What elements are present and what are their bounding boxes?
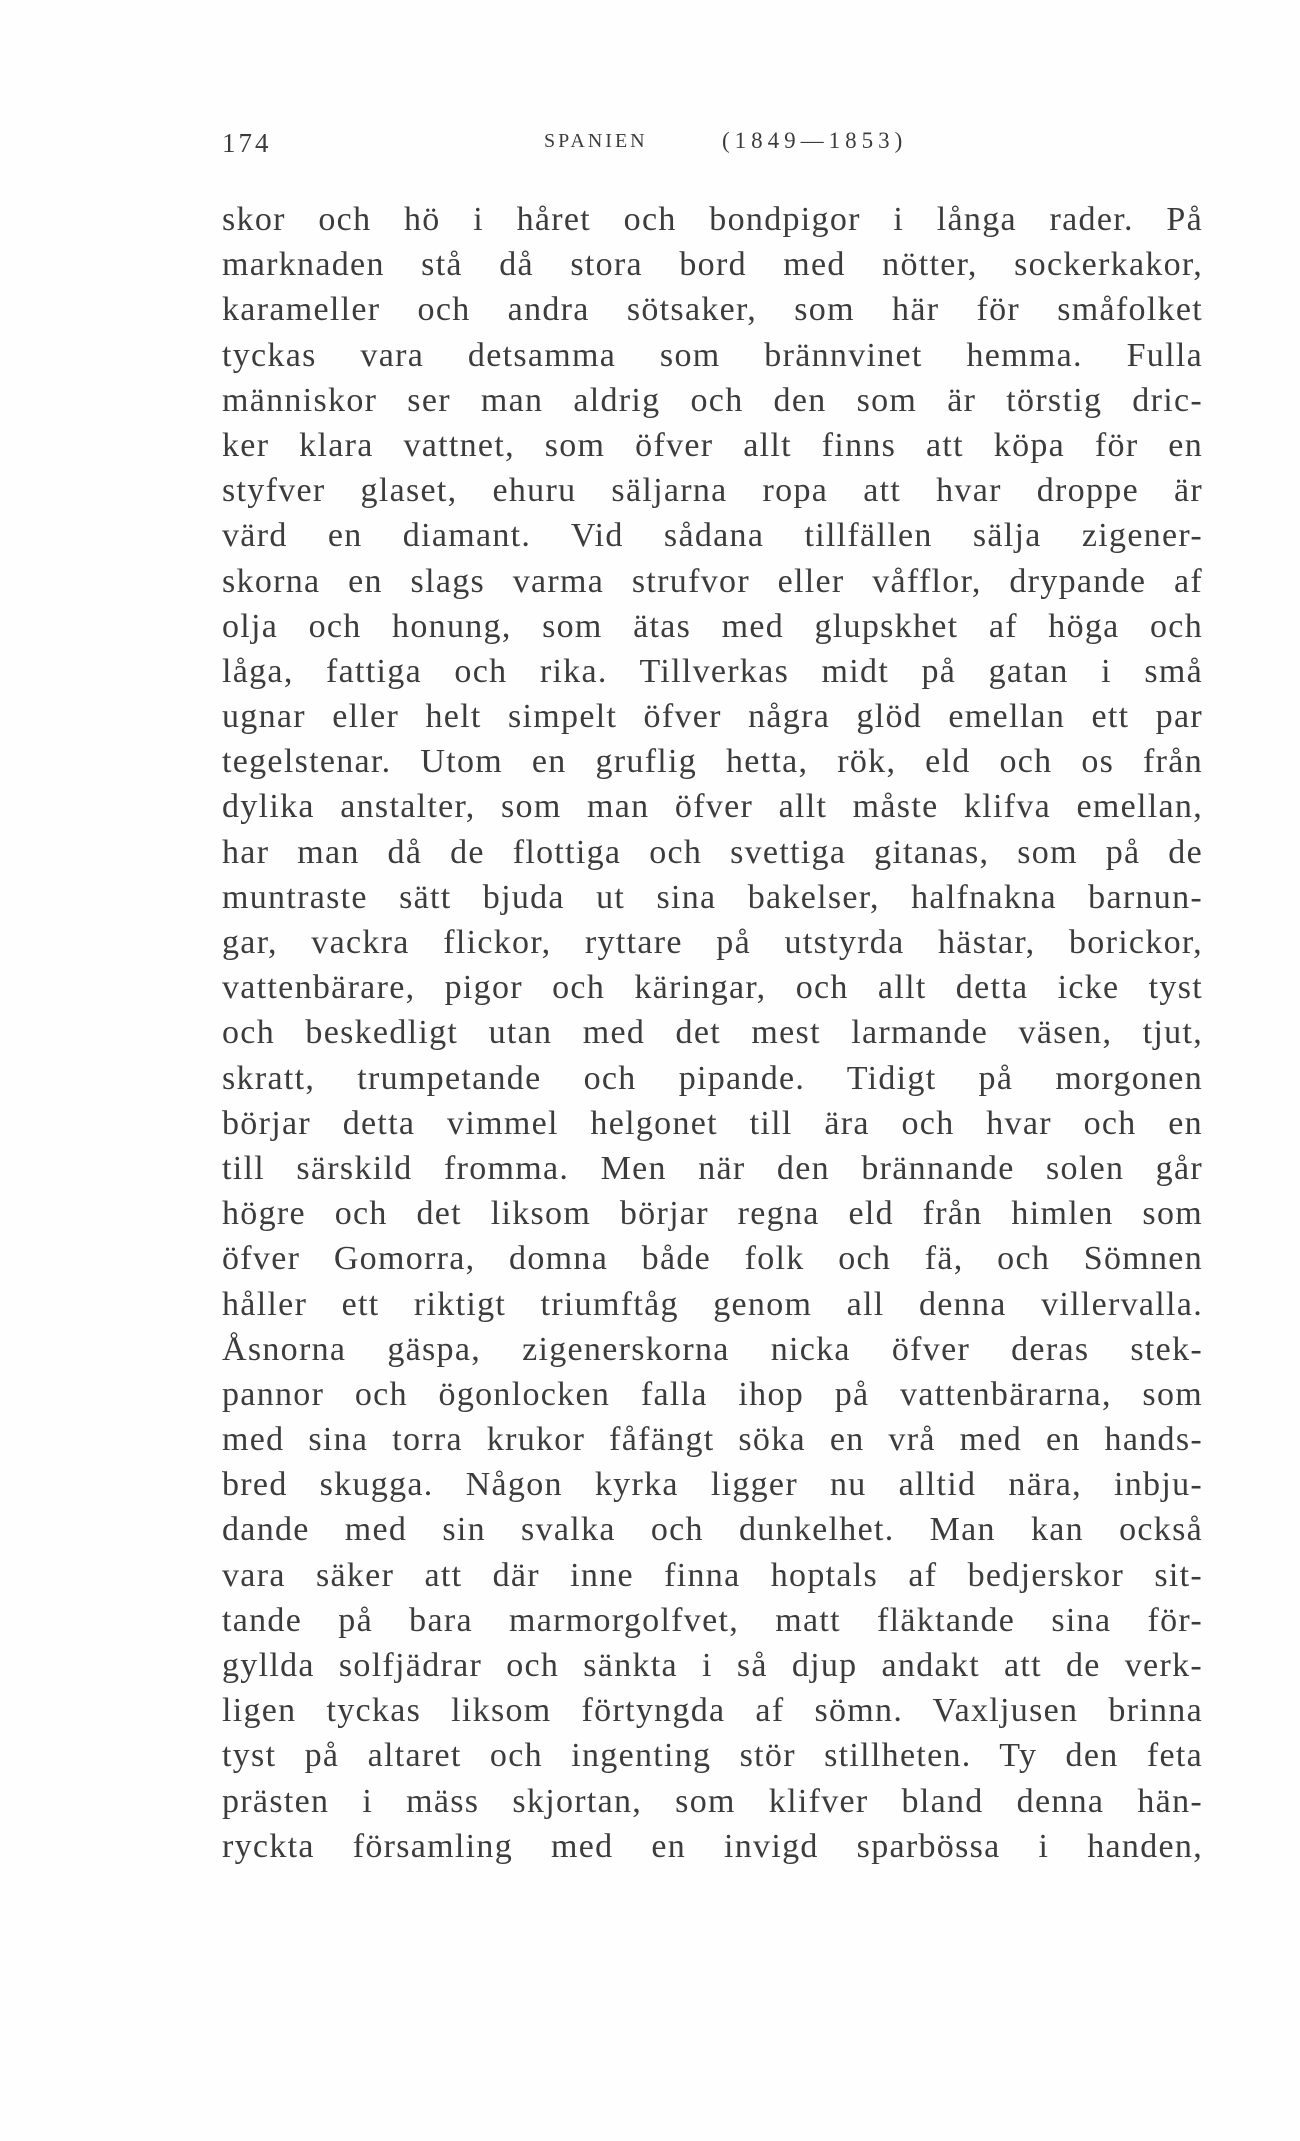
running-head [222,128,1208,168]
text-line: bred skugga. Någon kyrka ligger nu alltid nära, inbju- [222,1466,1203,1504]
text-line: och beskedligt utan med det mest larmande väsen, tjut, [222,1014,1203,1052]
text-line: håller ett riktigt triumftåg genom all denna villervalla. [222,1285,1203,1323]
text-line: ligen tyckas liksom förtyngda af sömn. Vaxljusen brinna [222,1692,1203,1730]
text-line: gyllda solfjädrar och sänkta i så djup andakt att de verk- [222,1647,1203,1684]
body-text [222,197,1203,1869]
text-line: värd en diamant. Vid sådana tillfällen sälja zigener- [222,517,1203,555]
text-line: högre och det liksom börjar regna eld från himlen som [222,1195,1203,1233]
text-line: karameller och andra sötsaker, som här för småfolket [222,291,1203,329]
text-line: styfver glaset, ehuru säljarna ropa att hvar droppe är [222,472,1203,510]
text-line: dande med sin svalka och dunkelhet. Man kan också [222,1511,1203,1549]
running-head-title: SPANIEN [544,130,648,152]
text-line: öfver Gomorra, domna både folk och fä, och Sömnen [222,1240,1203,1278]
text-line: ryckta församling med en invigd sparbössa i handen, [222,1827,1203,1865]
text-line: tyckas vara detsamma som brännvinet hemma. Fulla [222,336,1203,374]
text-line: skor och hö i håret och bondpigor i långa rader. På [222,201,1203,238]
text-line: prästen i mäss skjortan, som klifver bland denna hän- [222,1782,1203,1820]
text-line: skratt, trumpetande och pipande. Tidigt på morgonen [222,1059,1203,1097]
text-line: muntraste sätt bjuda ut sina bakelser, halfnakna barnun- [222,878,1203,916]
text-line: skorna en slags varma strufvor eller våfflor, drypande af [222,562,1203,600]
text-line: människor ser man aldrig och den som är törstig dric- [222,381,1203,419]
text-line: gar, vackra flickor, ryttare på utstyrda hästar, borickor, [222,924,1203,961]
text-line: har man då de flottiga och svettiga gitanas, som på de [222,833,1203,871]
text-line: marknaden stå då stora bord med nötter, sockerkakor, [222,246,1203,284]
text-line: tegelstenar. Utom en gruflig hetta, rök, eld och os från [222,743,1203,781]
text-line: vara säker att där inne finna hoptals af bedjerskor sit- [222,1556,1203,1594]
text-line: ugnar eller helt simpelt öfver några glöd emellan ett par [222,698,1203,736]
text-line: tande på bara marmorgolfvet, matt fläktande sina för- [222,1601,1203,1639]
text-line: vattenbärare, pigor och käringar, och allt detta icke tyst [222,969,1203,1007]
text-line: tyst på altaret och ingenting stör stillheten. Ty den feta [222,1737,1203,1775]
text-line: till särskild fromma. Men när den brännande solen går [222,1149,1203,1187]
text-line: dylika anstalter, som man öfver allt måste klifva emellan, [222,788,1203,826]
page-number: 174 [222,128,272,158]
text-line: börjar detta vimmel helgonet till ära och hvar och en [222,1104,1203,1142]
text-line: ker klara vattnet, som öfver allt finns att köpa för en [222,426,1203,464]
text-line: med sina torra krukor fåfängt söka en vrå med en hands- [222,1421,1203,1459]
text-line: pannor och ögonlocken falla ihop på vattenbärarna, som [222,1375,1203,1413]
text-line: olja och honung, som ätas med glupskhet af höga och [222,607,1203,645]
text-line: låga, fattiga och rika. Tillverkas midt på gatan i små [222,652,1203,690]
running-head-years: (1849—1853) [722,128,908,153]
text-line: Åsnorna gäspa, zigenerskorna nicka öfver deras stek- [222,1330,1203,1368]
